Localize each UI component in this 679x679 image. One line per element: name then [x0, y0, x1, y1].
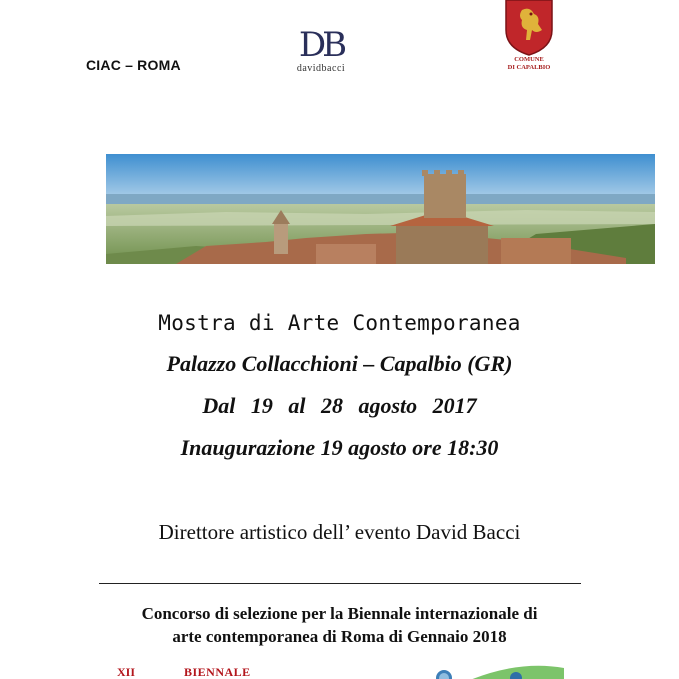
crest-caption	[494, 56, 564, 72]
event-dates: Dal 19 al 28 agosto 2017	[202, 393, 477, 418]
exhibit-title: Mostra di Arte Contemporanea	[158, 311, 521, 335]
crest-caption-line2: DI CAPALBIO	[507, 64, 551, 71]
org-label: CIAC – ROMA	[86, 57, 181, 73]
logo-subtitle: davidbacci	[296, 63, 346, 74]
biennale-number: XII	[117, 665, 136, 679]
competition-line-1: Concorso di selezione per la Biennale internazionale di	[141, 604, 538, 623]
capalbio-crest	[500, 0, 558, 76]
banner-photo	[106, 154, 655, 264]
competition-line-2: arte contemporanea di Roma di Gennaio 2018	[172, 627, 507, 646]
biennale-label: BIENNALE	[184, 665, 251, 679]
artistic-director: Direttore artistico dell’ evento David Bacci	[158, 520, 521, 544]
venue: Palazzo Collacchioni – Capalbio (GR)	[166, 351, 513, 376]
footer-logos	[0, 660, 679, 679]
crest-shield-icon	[500, 0, 558, 56]
inauguration: Inaugurazione 19 agosto ore 18:30	[180, 435, 499, 460]
divider-line	[99, 583, 581, 584]
capalbio-landscape-image	[106, 154, 655, 264]
sponsor-logo-icon	[430, 664, 570, 679]
davidbacci-logo	[290, 25, 352, 74]
logo-monogram: DB	[298, 25, 344, 65]
crest-caption-line1: COMUNE	[514, 56, 544, 63]
